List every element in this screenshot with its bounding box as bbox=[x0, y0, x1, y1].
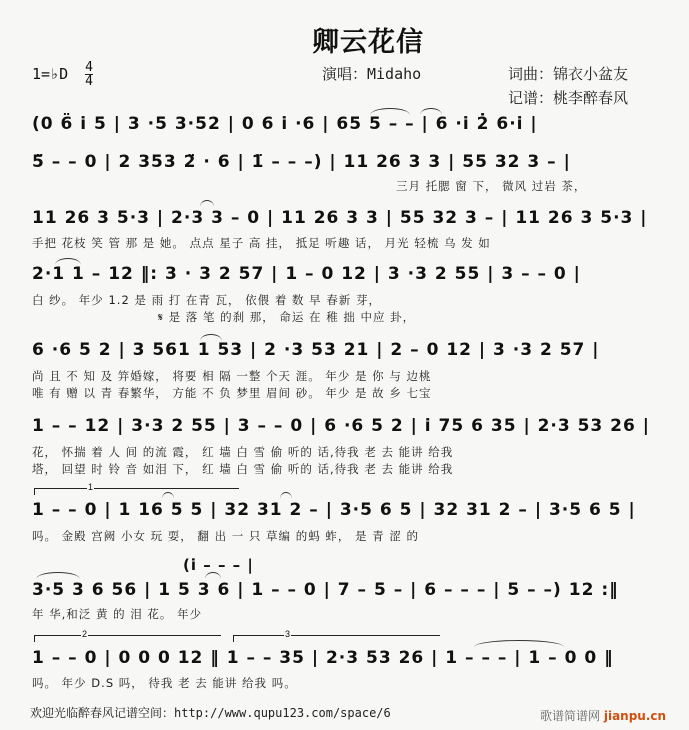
lyrics-row-4-verse-2: 𝄋 是 落 笔 的刹 那， 命运 在 稚 拙 中应 卦， bbox=[158, 310, 416, 324]
lyrics-row-2: 三月 托腮 窗 下， 微风 过岩 茶， bbox=[396, 179, 587, 193]
lyrics-row-6-verse-2: 塔， 回望 时 铃 音 如泪 下， 红 墙 白 雪 偷 听的 话,待我 老 去 能讲 给我 bbox=[32, 462, 454, 476]
slur-mark bbox=[420, 108, 442, 115]
score-row-8: 3·5 3 6 56 | 1 5 3 6 | 1 – – 0 | 7 – 5 – | 6 – – – | 5 – –) 12 :‖ bbox=[32, 580, 619, 600]
score-row-1: (0 6̈ i̇ 5 | 3 ·5 3·52 | 0 6 i̇ ·6 | 65 5 – – | 6 ·i̇ 2̇ 6·i̇ | bbox=[32, 114, 538, 134]
slur-mark bbox=[55, 258, 81, 265]
lyrics-row-9: 吗。 年少 D.S 吗， 待我 老 去 能讲 给我 吗。 bbox=[32, 676, 297, 690]
watermark bbox=[540, 707, 666, 724]
lyrics-row-5-verse-1: 尚 且 不 知 及 笄婚嫁， 将要 相 隔 一整 个天 涯。 年少 是 你 与 边桃 bbox=[32, 369, 432, 383]
watermark-cn: 歌谱简谱网 bbox=[540, 709, 601, 723]
time-signature bbox=[85, 62, 93, 87]
score-row-8-upper: (i̇ – – – | bbox=[183, 556, 254, 574]
score-row-4: 2·1 1 – 12 ‖: 3 · 3 2 57 | 1 – 0 12 | 3 ·3 2 55 | 3 – – 0 | bbox=[32, 264, 581, 284]
slur-mark bbox=[200, 334, 222, 341]
score-row-5: 6 ·6 5 2 | 3 561 1 53 | 2 ·3 53 21 | 2 – 0 12 | 3 ·3 2 57 | bbox=[32, 340, 600, 360]
slur-mark bbox=[162, 492, 174, 499]
score-row-6: 1 – – 12 | 3·3 2 55 | 3 – – 0 | 6 ·6 5 2 | i̇ 75 6 35 | 2·3 53 26 | bbox=[32, 416, 650, 436]
volta-number: 1 bbox=[88, 482, 94, 492]
singer-credit: 演唱：Midaho bbox=[322, 65, 422, 83]
score-row-2: 5̈ – – 0 | 2 353 2̈ · 6 | 1̈ – – –) | 11 26 3 3 | 55 32 3 – | bbox=[32, 152, 571, 172]
transcriber-credit: 记谱：桃李醉春风 bbox=[508, 89, 629, 107]
volta-bracket-1 bbox=[34, 482, 239, 495]
volta-bracket-2 bbox=[34, 629, 221, 642]
slur-mark bbox=[370, 108, 410, 115]
lyrics-row-6-verse-1: 花， 怀揣 着 人 间 的流 霞， 红 墙 白 雪 偷 听的 话,待我 老 去 能讲 给我 bbox=[32, 445, 454, 459]
slur-mark bbox=[205, 572, 221, 579]
volta-number: 3 bbox=[285, 629, 291, 639]
lyrics-row-7: 吗。 金殿 宫阙 小女 玩 耍， 翻 出 一 只 草编 的蚂 蚱， 是 青 涩 的 bbox=[32, 529, 419, 543]
slur-mark bbox=[280, 492, 292, 499]
time-bottom: 4 bbox=[85, 74, 93, 89]
volta-bracket-3 bbox=[233, 629, 440, 642]
lyrics-row-4-verse-1: 白 纱。 年少 1.2 是 雨 打 在青 瓦， 依偎 着 数 早 春新 芽， bbox=[32, 293, 381, 307]
slur-mark bbox=[474, 640, 564, 647]
lyrics-row-3: 手把 花枝 笑 管 那 是 她。 点点 星子 高 挂， 抵足 听趣 话， 月光 轻梳 乌 发 如 bbox=[32, 236, 491, 250]
score-row-7: 1 – – 0 | 1 16 5 5 | 32 31 2 – | 3·5 6 5 | 32 31 2 – | 3·5 6 5 | bbox=[32, 500, 636, 520]
score-row-9: 1 – – 0 | 0 0 0 12 ‖ 1 – – 35 | 2·3 53 26 | 1 – – – | 1 – 0 0 ‖ bbox=[32, 648, 614, 668]
slur-mark bbox=[36, 572, 80, 579]
key-signature bbox=[32, 62, 93, 87]
time-top: 4 bbox=[85, 60, 93, 75]
lyrics-row-5-verse-2: 唯 有 赠 以 青 春繁华， 方能 不 负 梦里 眉间 砂。 年少 是 故 乡 七宝 bbox=[32, 386, 432, 400]
lyrics-row-8: 年 华,和泛 黄 的 泪 花。 年少 bbox=[32, 607, 203, 621]
volta-number: 2 bbox=[82, 629, 88, 639]
score-row-3: 11 26 3 5·3 | 2·3 3 – 0 | 11 26 3 3 | 55 32 3 – | 11 26 3 5·3 | bbox=[32, 208, 648, 228]
footer-link[interactable]: 欢迎光临醉春风记谱空间：http://www.qupu123.com/space/6 bbox=[30, 706, 391, 720]
watermark-brand: jianpu.cn bbox=[603, 709, 667, 723]
slur-mark bbox=[200, 200, 214, 207]
composer-credit: 词曲：锦衣小盆友 bbox=[508, 65, 629, 83]
key-text: 1=♭D bbox=[32, 65, 69, 83]
song-title: 卿云花信 bbox=[312, 27, 424, 58]
